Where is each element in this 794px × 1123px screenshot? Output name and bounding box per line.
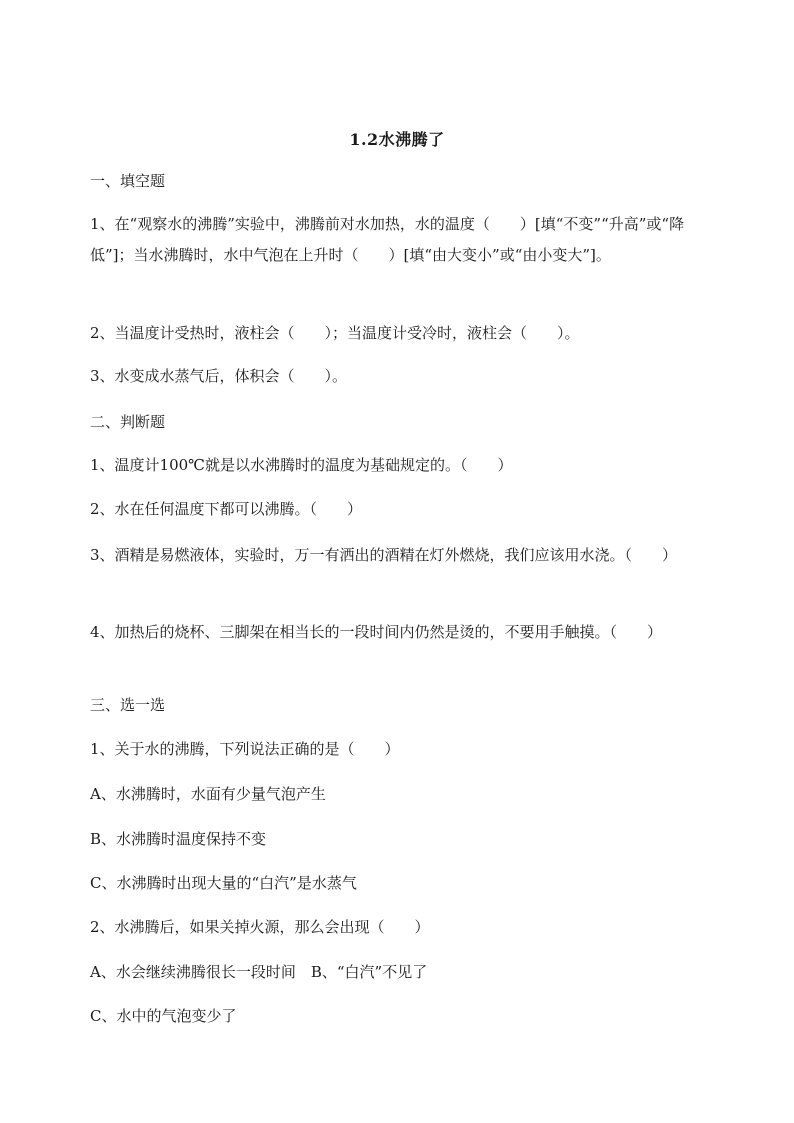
- choice-question-1: 1、关于水的沸腾，下列说法正确的是（ ）: [90, 740, 400, 758]
- choice-question-2-options-a-b: A、水会继续沸腾很长一段时间 B、“白汽”不见了: [90, 963, 428, 981]
- section-heading-fill-blank: 一、填空题: [90, 172, 166, 190]
- true-false-question-3: 3、酒精是易燃液体，实验时，万一有洒出的酒精在灯外燃烧，我们应该用水浇。（ ）: [90, 546, 678, 564]
- choice-question-2: 2、水沸腾后，如果关掉火源，那么会出现（ ）: [90, 918, 430, 936]
- fill-blank-question-1: 1、在“观察水的沸腾”实验中，沸腾前对水加热，水的温度（ ）[填“不变”“升高”或“降低”]；当水沸腾时，水中气泡在上升时（ ）[填“由大变小”或“由小变大”]。: [90, 215, 685, 264]
- true-false-question-2: 2、水在任何温度下都可以沸腾。（ ）: [90, 500, 363, 518]
- choice-question-2-option-c: C、水中的气泡变少了: [90, 1007, 237, 1025]
- fill-blank-question-2: 2、当温度计受热时，液柱会（ ）；当温度计受冷时，液柱会（ ）。: [90, 324, 580, 342]
- true-false-question-1: 1、温度计100℃就是以水沸腾时的温度为基础规定的。（ ）: [90, 456, 513, 474]
- section-heading-multiple-choice: 三、选一选: [90, 696, 166, 714]
- choice-question-1-option-a: A、水沸腾时，水面有少量气泡产生: [90, 785, 326, 803]
- choice-question-1-option-c: C、水沸腾时出现大量的“白汽”是水蒸气: [90, 874, 357, 892]
- true-false-question-4: 4、加热后的烧杯、三脚架在相当长的一段时间内仍然是烫的，不要用手触摸。（ ）: [90, 623, 663, 641]
- document-title: 1.2水沸腾了: [349, 130, 445, 149]
- choice-question-1-option-b: B、水沸腾时温度保持不变: [90, 830, 267, 848]
- fill-blank-question-3: 3、水变成水蒸气后，体积会（ ）。: [90, 367, 348, 385]
- section-heading-true-false: 二、判断题: [90, 413, 166, 431]
